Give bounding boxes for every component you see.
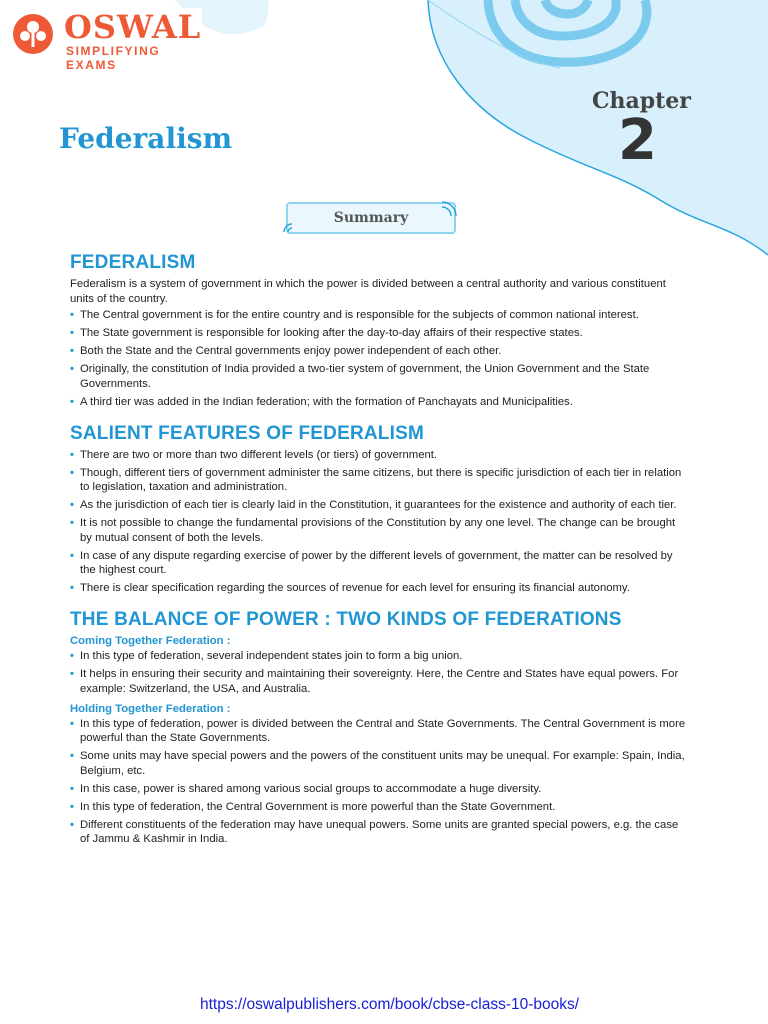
list-item: • Originally, the constitution of India provided a two-tier system of government, the Union Government and the State Governments. — [70, 363, 650, 390]
footer-link[interactable]: https://oswalpublishers.com/book/cbse-class-10-books/ — [200, 996, 580, 1013]
list-item: • Both the State and the Central governments enjoy power independent of each other. — [70, 345, 502, 358]
list-item: • In case of any dispute regarding exercise of power by the different levels of government, the matter can be resolved by the highest court. — [70, 549, 673, 577]
signal-wave-icon — [282, 214, 296, 234]
list-item: • There is clear specification regarding the sources of revenue for each level for ensuring its financial autonomy. — [70, 582, 630, 595]
bullet-icon: • — [70, 363, 74, 376]
bullet-icon: • — [70, 668, 74, 681]
section-heading: FEDERALISM — [70, 252, 196, 273]
bullet-icon: • — [70, 800, 74, 813]
list-item: • In this type of federation, the Central Government is more powerful than the State Government. — [70, 800, 556, 813]
summary-badge — [286, 202, 456, 234]
bullet-icon: • — [70, 309, 74, 322]
bullet-list — [70, 717, 690, 847]
list-item: • In this type of federation, several independent states join to form a big union. — [70, 650, 463, 663]
section-heading: THE BALANCE OF POWER : TWO KINDS OF FEDERATIONS — [70, 609, 622, 631]
list-item: • As the jurisdiction of each tier is clearly laid in the Constitution, it guarantees for the existence and authority of each tier. — [70, 499, 677, 512]
bullet-icon: • — [70, 582, 74, 595]
bullet-icon: • — [70, 466, 74, 479]
list-item: • The Central government is for the entire country and is responsible for the subjects of common national interest. — [70, 309, 639, 322]
bullet-icon: • — [70, 345, 74, 358]
summary-label: Summary — [333, 210, 409, 226]
signal-wave-icon — [436, 200, 460, 220]
page-title: Federalism — [59, 122, 233, 155]
list-item: • Though, different tiers of government administer the same citizens, but there is specific jurisdiction of each tier in relation to legislation, taxation and administration. — [70, 466, 682, 494]
oswal-logo-mark-icon — [12, 13, 54, 55]
summary-content — [70, 252, 690, 850]
brand-name: OSWAL — [64, 8, 202, 46]
bullet-list — [70, 649, 690, 696]
bullet-list — [70, 448, 690, 596]
bullet-icon: • — [70, 448, 74, 461]
oswal-logo — [8, 8, 202, 72]
list-item: • There are two or more than two different levels (or tiers) of government. — [70, 448, 438, 461]
bullet-icon: • — [70, 395, 74, 408]
bullet-list — [70, 308, 690, 409]
bullet-icon: • — [70, 750, 74, 763]
bullet-icon: • — [70, 499, 74, 512]
list-item: • It helps in ensuring their security and maintaining their sovereignty. Here, the Centre and States have equal powers. For example: Switzerland, the USA, and Australia. — [70, 668, 679, 695]
subsection-heading: Holding Together Federation : — [70, 702, 231, 715]
list-item: • Some units may have special powers and the powers of the constituent units may be unequal. For example: Spain, India, Belgium, etc. — [70, 750, 685, 777]
list-item: • Different constituents of the federation may have unequal powers. Some units are granted special powers, e.g. the case of Jammu & Kashmir in India. — [70, 818, 679, 846]
chapter-number: 2 — [618, 108, 657, 173]
list-item: • A third tier was added in the Indian federation; with the formation of Panchayats and Municipalities. — [70, 395, 573, 408]
bullet-icon: • — [70, 717, 74, 730]
bullet-icon: • — [70, 517, 74, 530]
section-intro: Federalism is a system of government in which the power is divided between a central authority and various constituent units of the country. — [70, 278, 666, 305]
section-heading: SALIENT FEATURES OF FEDERALISM — [70, 422, 424, 444]
bullet-icon: • — [70, 549, 74, 562]
bullet-icon: • — [70, 650, 74, 663]
chapter-label: Chapter — [592, 88, 691, 114]
list-item: • In this type of federation, power is divided between the Central and State Governments. The Central Government is more powerful than the State Governments. — [70, 717, 686, 745]
subsection-heading: Coming Together Federation : — [70, 635, 231, 648]
bullet-icon: • — [70, 327, 74, 340]
brand-tagline: SIMPLIFYING EXAMS — [66, 44, 161, 72]
list-item: • The State government is responsible for looking after the day-to-day affairs of their respective states. — [70, 327, 583, 340]
bullet-icon: • — [70, 818, 74, 831]
bullet-icon: • — [70, 782, 74, 795]
list-item: • It is not possible to change the fundamental provisions of the Constitution by any one level. The change can be brought by mutual consent of both the levels. — [70, 517, 676, 544]
list-item: • In this case, power is shared among various social groups to accommodate a huge diversity. — [70, 782, 542, 795]
